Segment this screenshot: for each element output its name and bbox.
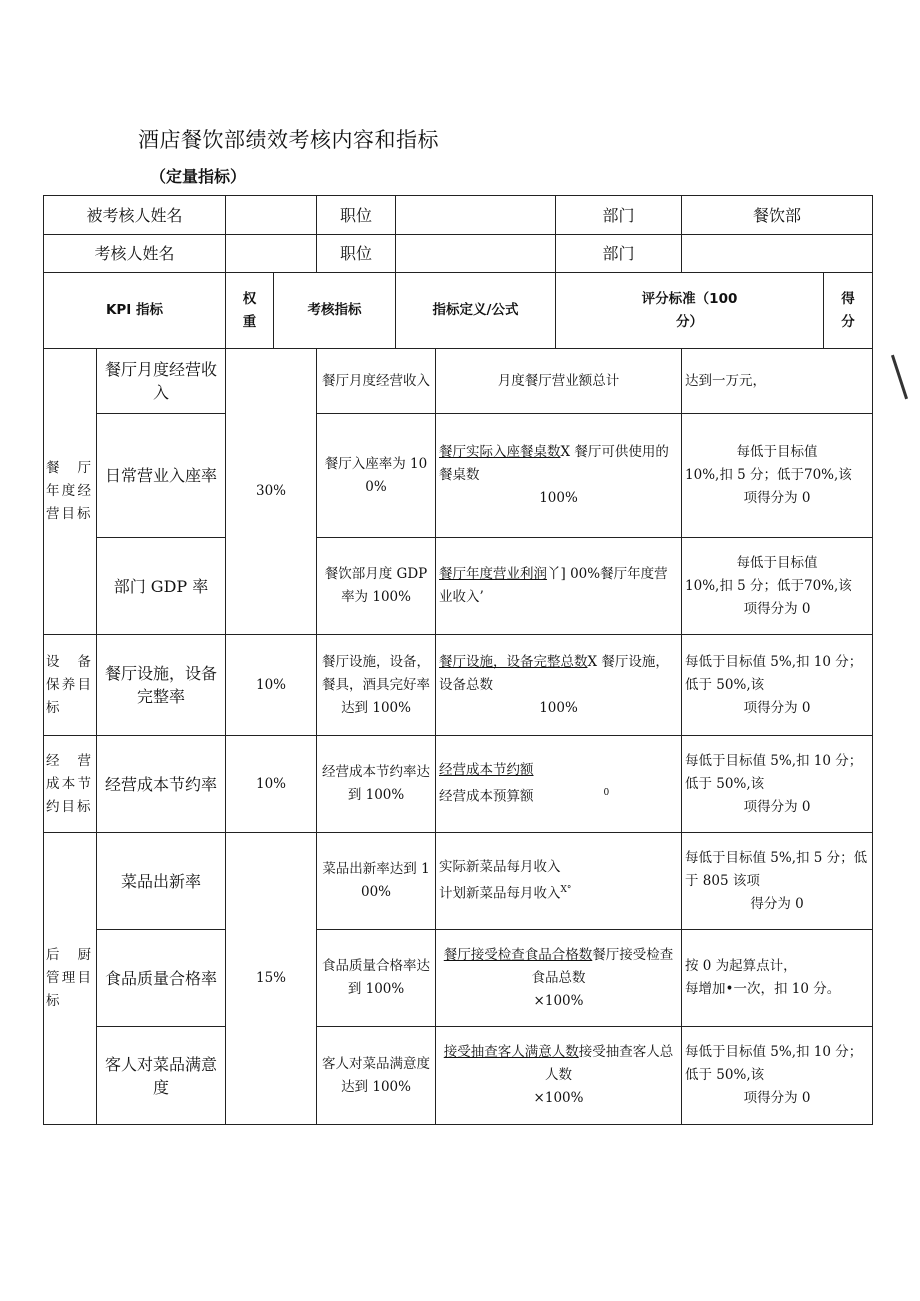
score-cell	[682, 635, 873, 736]
item-cell: 餐厅入座率为 100%	[317, 414, 436, 538]
info-row-assessee	[44, 196, 873, 235]
score-line: 每低于目标值 5%,扣 10 分；低于 50%,该	[685, 752, 863, 792]
score-cell: 达到一万元，	[682, 349, 873, 414]
group-kitchen-target: 后 厨管理目标	[44, 833, 97, 1125]
definition-numerator: 餐厅设施，设备完整总数	[439, 653, 588, 670]
definition-text	[439, 441, 678, 487]
header-score-standard	[556, 273, 824, 349]
score-line: 每低于目标值 5%,扣 10 分；低于 50%,该	[685, 653, 863, 693]
definition-text	[439, 1041, 678, 1087]
header-got-line1: 得	[841, 290, 855, 307]
score-line: 每增加•一次，扣 10 分。	[685, 981, 841, 997]
score-cell	[682, 833, 873, 930]
item-line: 经营成本节约率达	[322, 764, 431, 780]
score-line: 每低于目标值	[736, 444, 818, 460]
item-line: 餐厅设施，设备，餐具，酒具完好率	[322, 653, 431, 693]
weight-cell: 10%	[226, 736, 317, 833]
definition-cell	[436, 833, 682, 930]
header-got-line2: 分	[841, 313, 855, 330]
definition-numerator: 餐厅年度营业利润	[439, 566, 548, 582]
definition-rest: 餐厅接受检查食品总数	[531, 946, 674, 986]
definition-cell: 月度餐厅营业额总计	[436, 349, 682, 414]
header-kpi: KPI 指标	[44, 273, 226, 349]
assessor-name-value	[226, 235, 317, 273]
score-cell	[682, 538, 873, 635]
definition-cell	[436, 635, 682, 736]
definition-percent: 100%	[539, 490, 578, 506]
kpi-cell: 餐厅设施，设备完整率	[97, 635, 226, 736]
table-row	[44, 930, 873, 1027]
table-row	[44, 538, 873, 635]
weight-cell: 30%	[226, 349, 317, 635]
item-cell: 餐饮部月度 GDP 率为 100%	[317, 538, 436, 635]
definition-denominator-line	[439, 782, 678, 809]
header-weight	[226, 273, 274, 349]
weight-cell: 15%	[226, 833, 317, 1125]
page-title: 酒店餐饮部绩效考核内容和指标	[138, 128, 439, 152]
definition-denominator: 经营成本预算额	[439, 788, 534, 805]
item-line: 达到 100%	[341, 699, 411, 716]
kpi-cell: 日常营业入座率	[97, 414, 226, 538]
kpi-table	[43, 195, 873, 1125]
score-cell	[682, 736, 873, 833]
score-line: 每低于目标值 5%,扣 10 分；低于 50%,该	[685, 1044, 863, 1083]
kpi-cell: 食品质量合格率	[97, 930, 226, 1027]
score-line: 每低于目标值 5%,扣 5 分；低于 805 该项	[685, 849, 868, 889]
assessee-position-label: 职位	[317, 196, 396, 235]
kpi-cell: 经营成本节约率	[97, 736, 226, 833]
group-annual-target: 餐 厅年度经营目标	[44, 349, 97, 635]
definition-line: 实际新菜品每月收入	[439, 859, 561, 876]
table-row	[44, 635, 873, 736]
definition-rest: X 餐厅设施，设备总数	[439, 653, 669, 693]
definition-numerator-line	[439, 759, 678, 782]
header-score-got	[824, 273, 873, 349]
score-line: 得分为 0	[750, 895, 804, 912]
item-cell: 食品质量合格率达到 100%	[317, 930, 436, 1027]
definition-denominator: 计划新菜品每月收入	[439, 885, 561, 902]
score-line: 按 0 为起算点计，	[685, 958, 797, 974]
score-line: 项得分为 0	[743, 490, 811, 506]
definition-rest: 丫] 00%餐厅年度营业收入’	[439, 566, 668, 605]
assessee-dept-label: 部门	[556, 196, 682, 235]
assessor-dept-value	[682, 235, 873, 273]
definition-numerator: 经营成本节约额	[439, 762, 534, 779]
item-cell: 客人对菜品满意度达到 100%	[317, 1027, 436, 1125]
definition-mark: X°	[560, 885, 572, 896]
table-row	[44, 414, 873, 538]
assessee-name-label: 被考核人姓名	[44, 196, 226, 235]
assessor-name-label: 考核人姓名	[44, 235, 226, 273]
definition-numerator: 餐厅实际入座餐桌数	[439, 444, 561, 460]
score-line: 10%,扣 5 分；低于70%,该	[685, 577, 852, 594]
assessee-name-value	[226, 196, 317, 235]
definition-cell	[436, 538, 682, 635]
definition-cell	[436, 930, 682, 1027]
score-line: 10%,扣 5 分；低于70%,该	[685, 467, 852, 483]
page-subtitle: （定量指标）	[150, 167, 247, 186]
kpi-cell: 餐厅月度经营收入	[97, 349, 226, 414]
definition-percent: ×100%	[533, 1090, 584, 1106]
definition-cell	[436, 414, 682, 538]
definition-mark: 0	[603, 788, 610, 799]
item-cell: 菜品出新率达到 100%	[317, 833, 436, 930]
score-line: 项得分为 0	[743, 798, 811, 815]
score-line: 项得分为 0	[743, 699, 811, 716]
slash-mark	[891, 355, 908, 400]
assessor-position-label: 职位	[317, 235, 396, 273]
table-row	[44, 349, 873, 414]
table-row	[44, 833, 873, 930]
score-line: 每低于目标值	[736, 554, 818, 571]
assessor-dept-label: 部门	[556, 235, 682, 273]
score-cell	[682, 1027, 873, 1125]
kpi-cell: 客人对菜品满意度	[97, 1027, 226, 1125]
weight-cell: 10%	[226, 635, 317, 736]
group-equipment-target: 设 备保养目标	[44, 635, 97, 736]
header-weight-line2: 重	[242, 313, 257, 330]
score-cell	[682, 414, 873, 538]
column-header-row	[44, 273, 873, 349]
assessee-position-value	[396, 196, 556, 235]
definition-denominator-line	[439, 879, 678, 906]
item-cell	[317, 635, 436, 736]
kpi-cell: 菜品出新率	[97, 833, 226, 930]
definition-numerator: 餐厅接受检查食品合格数	[443, 946, 593, 963]
score-cell	[682, 930, 873, 1027]
info-row-assessor	[44, 235, 873, 273]
definition-percent: 100%	[539, 699, 578, 716]
header-weight-line1: 权	[242, 290, 257, 307]
definition-text	[439, 651, 678, 697]
score-line: 项得分为 0	[743, 1090, 811, 1106]
group-cost-target: 经 营成本节约目标	[44, 736, 97, 833]
item-cell	[317, 736, 436, 833]
table-row	[44, 1027, 873, 1125]
definition-rest: 接受抽查客人总人数	[545, 1044, 674, 1083]
score-line: 项得分为 0	[743, 600, 811, 617]
definition-rest: X 餐厅可供使用的餐桌数	[439, 444, 669, 483]
header-score-line1: 评分标准（100	[641, 290, 738, 307]
definition-text	[439, 944, 678, 990]
kpi-cell: 部门 GDP 率	[97, 538, 226, 635]
header-item: 考核指标	[274, 273, 396, 349]
item-line: 到 100%	[347, 787, 405, 803]
header-score-line2: 分）	[676, 313, 704, 330]
definition-numerator: 接受抽查客人满意人数	[443, 1044, 579, 1060]
header-definition: 指标定义/公式	[396, 273, 556, 349]
definition-cell	[436, 1027, 682, 1125]
assessor-position-value	[396, 235, 556, 273]
assessee-dept-value: 餐饮部	[682, 196, 873, 235]
table-row	[44, 736, 873, 833]
item-cell: 餐厅月度经营收入	[317, 349, 436, 414]
definition-percent: ×100%	[533, 992, 584, 1009]
definition-cell	[436, 736, 682, 833]
